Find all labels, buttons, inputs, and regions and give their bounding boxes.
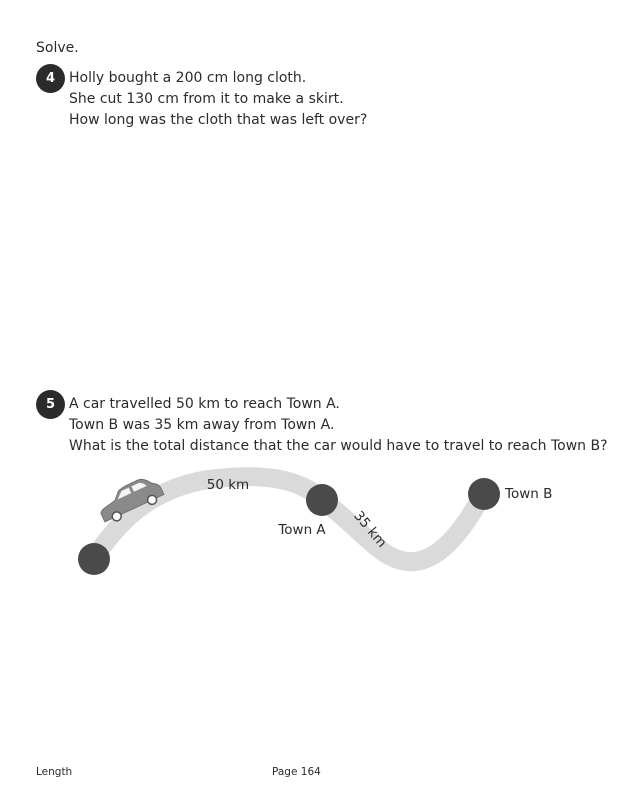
town-b-label: Town B bbox=[505, 486, 553, 502]
question-number-badge: 5 bbox=[36, 390, 65, 419]
question-line: Town B was 35 km away from Town A. bbox=[69, 417, 335, 433]
footer-page-number: Page 164 bbox=[272, 766, 321, 778]
question-line: She cut 130 cm from it to make a skirt. bbox=[69, 91, 344, 107]
leg1-distance-label: 50 km bbox=[206, 477, 250, 493]
town-a-point-icon bbox=[306, 484, 338, 516]
start-point-icon bbox=[78, 543, 110, 575]
question-line: Holly bought a 200 cm long cloth. bbox=[69, 70, 307, 86]
question-line: How long was the cloth that was left over? bbox=[69, 112, 368, 128]
question-number-badge: 4 bbox=[36, 64, 65, 93]
question-line: What is the total distance that the car would have to travel to reach Town B? bbox=[69, 438, 608, 454]
footer-chapter: Length bbox=[36, 766, 73, 778]
instruction-text: Solve. bbox=[36, 40, 79, 56]
town-b-point-icon bbox=[468, 478, 500, 510]
leg2-distance-label: 35 km bbox=[350, 508, 390, 551]
question-line: A car travelled 50 km to reach Town A. bbox=[69, 396, 340, 412]
town-a-label: Town A bbox=[278, 522, 326, 538]
